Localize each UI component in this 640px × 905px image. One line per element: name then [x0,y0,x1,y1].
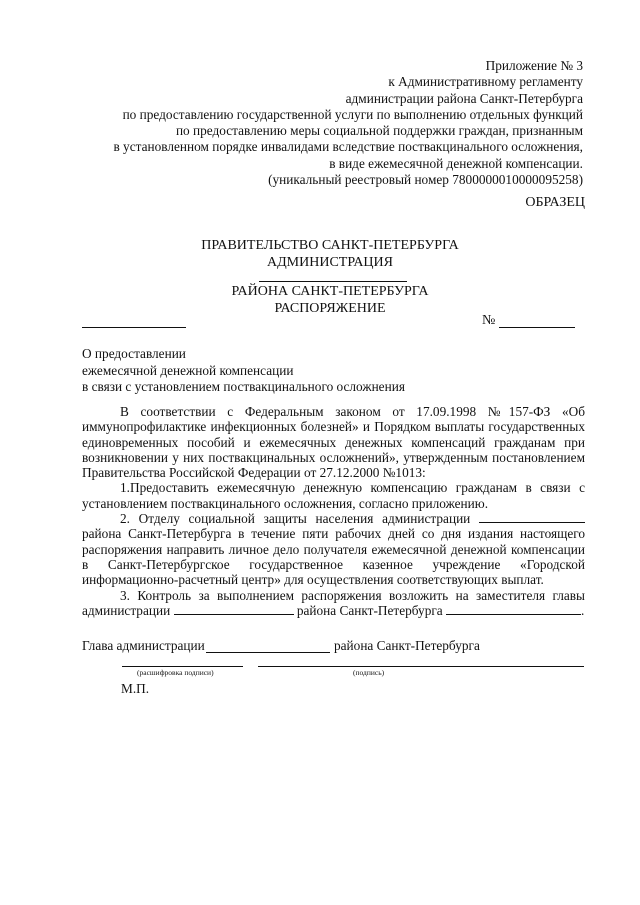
signature-line [258,666,584,667]
item-1-paragraph: 1.Предоставить ежемесячную денежную компенсацию гражданам в связи с установлением поствакцинального осложнения, согласно приложению. [82,480,585,511]
head-of-administration-label: Глава администрации [82,638,205,653]
name-decode-line [122,666,243,667]
subject-line: ежемесячной денежной компенсации [82,362,294,378]
item-2-paragraph [82,511,585,587]
decode-caption: (расшифровка подписи) [137,668,214,677]
item-2-text-rest: района Санкт-Петербурга в течение пяти рабочих дней со дня издания настоящего распоряжения направить личное дело получателя ежемесячной денежной компенсации в Санкт-Петербургское государственное казенное учреждение «Городской информационно-расчетный центр» для осуществления соответствующих выплат. [82,526,585,588]
appendix-line: к Административному регламенту [388,74,583,90]
appendix-line: по предоставлению меры социальной поддержки граждан, признанным [175,123,583,139]
sample-mark: ОБРАЗЕЦ [525,195,585,210]
subject-line: О предоставлении [82,346,186,361]
administration-title: АДМИНИСТРАЦИЯ [267,255,393,270]
appendix-line: по предоставлению государственной услуги по выполнению отдельных функций [122,106,583,122]
item-2-text-start: 2. Отделу социальной защиты населения администрации [120,511,471,527]
item-3-text-start: 3. Контроль за выполнением распоряжения возложить на заместителя главы администрации [82,587,585,618]
date-blank [82,327,186,328]
head-district-blank [206,652,330,653]
signature-caption: (подпись) [353,668,385,677]
deputy-name-blank [446,603,581,615]
district-title: РАЙОНА САНКТ-ПЕТЕРБУРГА [231,284,429,299]
subject-line: в связи с установлением поствакцинального осложнения [82,379,405,394]
department-blank [479,511,585,523]
order-body [82,404,585,618]
appendix-line: Приложение № 3 [485,58,583,73]
appendix-line: в виде ежемесячной денежной компенсации. [329,155,583,171]
appendix-line: (уникальный реестровый номер 7800000010000095258) [268,172,583,188]
item-3-text-district: района Санкт-Петербурга [296,602,443,618]
head-district-label: района Санкт-Петербурга [334,638,480,653]
district-name-blank [259,281,407,282]
item-3-paragraph [82,588,585,619]
item-3-end: . [581,602,585,618]
district-blank [174,603,294,615]
appendix-line: в установленном порядке инвалидами вследствие поствакцинального осложнения, [113,139,583,155]
number-blank [499,327,575,328]
number-label: № [482,313,496,328]
government-title: ПРАВИТЕЛЬСТВО САНКТ-ПЕТЕРБУРГА [201,238,459,253]
appendix-line: администрации района Санкт-Петербурга [345,90,583,106]
document-type-title: РАСПОРЯЖЕНИЕ [274,301,386,316]
appendix-header [113,58,583,188]
preamble-paragraph: В соответствии с Федеральным законом от 17.09.1998 №157-ФЗ «Об иммунопрофилактике инфекционных болезней» и Порядком выплаты государственных единовременных пособий и ежемесячных денежных компенсаций гражданам при возникновении у них поствакцинальных осложнений», утвержденным постановлением Правительства Российской Федерации от 27.12.2000 №1013: [82,404,585,481]
seal-placeholder: М.П. [121,681,150,696]
subject-block [82,346,405,396]
